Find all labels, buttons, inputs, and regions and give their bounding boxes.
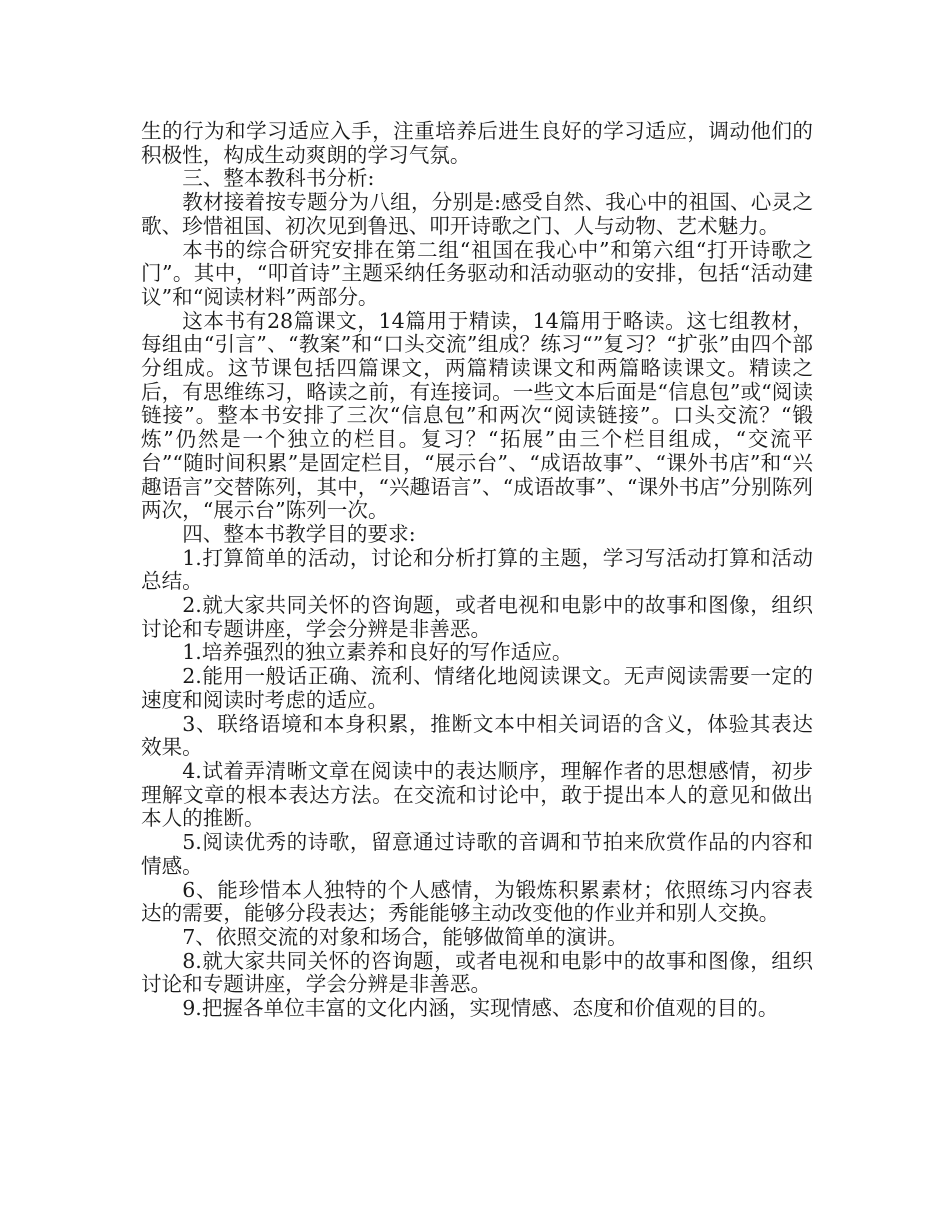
list-item: 9.把握各单位丰富的文化内涵，实现情感、态度和价值观的目的。 [182,996,779,1021]
list-item: 1.培养强烈的独立素养和良好的写作适应。 [182,640,573,665]
paragraph: 这本书有28篇课文，14篇用于精读，14篇用于略读。这七组教材，每组由“引言”、“教案”和“口头交流”组成？练习“”复习？“扩张”由四个部分组成。这节课包括四篇课文，两篇精读课文和两篇略读课文。精读之后，有思维练习，略读之前，有连接词。一些文本后面是“信息包”或“阅读链接”。整本书安排了三次“信息包”和两次“阅读链接”。口头交流？“锻炼”仍然是一个独立的栏目。复习？“拓展”由三个栏目组成，“交流平台”“随时间积累”是固定栏目，“展示台”、“成语故事”、“课外书店”和“兴趣语言”交替陈列，其中，“兴趣语言”、“成语故事”、“课外书店”分别陈列两次，“展示台”陈列一次。 [141,308,813,523]
section-heading-teaching-goals: 四、整本书教学目的要求: [182,521,416,546]
document-page [141,120,813,1021]
list-item: 7、依照交流的对象和场合，能够做简单的演讲。 [182,924,628,949]
list-item: 3、联络语境和本身积累，推断文本中相关词语的含义，体验其表达效果。 [141,711,813,760]
paragraph: 教材接着按专题分为八组，分别是:感受自然、我心中的祖国、心灵之歌、珍惜祖国、初次见到鲁迅、叩开诗歌之门、人与动物、艺术魅力。 [141,190,813,238]
list-item: 2.就大家共同关怀的咨询题，或者电视和电影中的故事和图像，组织讨论和专题讲座，学会分辨是非善恶。 [141,593,813,641]
list-item: 4.试着弄清晰文章在阅读中的表达顺序，理解作者的思想感情，初步理解文章的根本表达方法。在交流和讨论中，敢于提出本人的意见和做出本人的推断。 [141,758,813,831]
paragraph-continued: 生的行为和学习适应入手，注重培养后进生良好的学习适应，调动他们的积极性，构成生动爽朗的学习气氛。 [141,119,813,167]
list-item: 6、能珍惜本人独特的个人感情，为锻炼积累素材；依照练习内容表达的需要，能够分段表达；秀能能够主动改变他的作业并和别人交换。 [141,877,813,926]
section-heading-textbook-analysis: 三、整本教科书分析: [182,166,375,191]
list-item: 5.阅读优秀的诗歌，留意通过诗歌的音调和节拍来欣赏作品的内容和情感。 [141,830,813,878]
list-item: 8.就大家共同关怀的咨询题，或者电视和电影中的故事和图像，组织讨论和专题讲座，学会分辨是非善恶。 [141,948,813,997]
list-item: 2.能用一般话正确、流利、情绪化地阅读课文。无声阅读需要一定的速度和阅读时考虑的适应。 [141,664,813,712]
list-item: 1.打算简单的活动，讨论和分析打算的主题，学习写活动打算和活动总结。 [141,545,813,594]
paragraph: 本书的综合研究安排在第二组“祖国在我心中”和第六组“打开诗歌之门”。其中，“叩首诗”主题采纳任务驱动和活动驱动的安排，包括“活动建议”和“阅读材料”两部分。 [141,237,813,309]
